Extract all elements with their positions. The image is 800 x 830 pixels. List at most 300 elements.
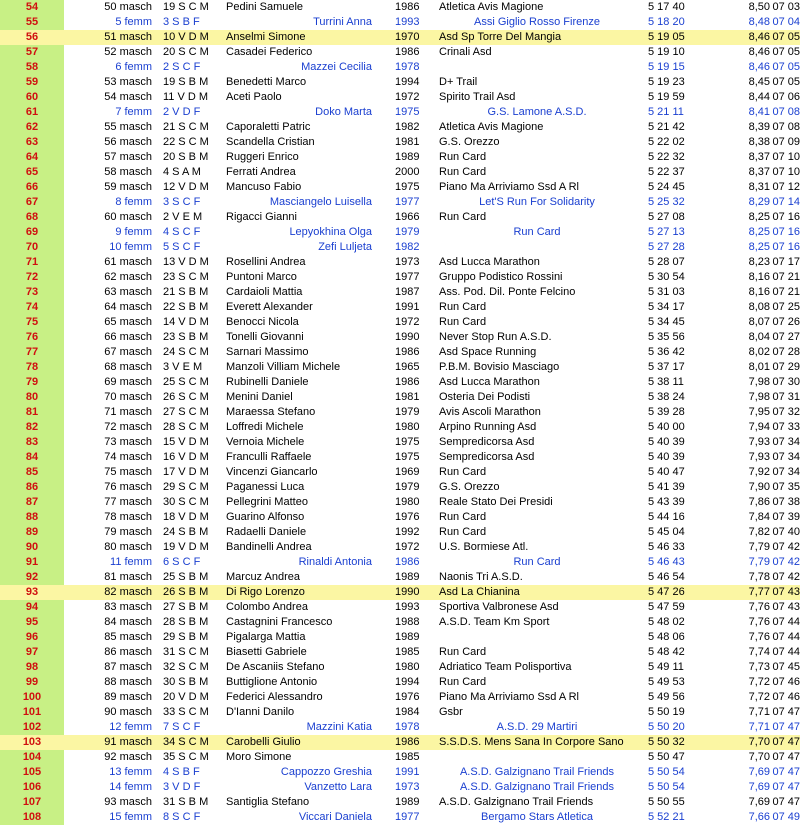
table-row [0,780,800,795]
cell-rank: 72 [0,270,64,285]
cell-time: 5 31 03 [648,286,685,298]
cell-rank: 93 [0,585,64,600]
cell-speed: 7,93 [748,451,770,463]
cell-rank: 66 [0,180,64,195]
cell-pos: 68 masch [104,361,152,373]
cell-cat: 19 S B M [163,76,209,88]
cell-cat: 17 V D M [163,466,209,478]
cell-time: 5 40 39 [648,451,685,463]
cell-pace: 07 43 [772,601,800,613]
cell-time: 5 21 42 [648,121,685,133]
cell-speed: 7,78 [748,571,770,583]
cell-pace: 07 05 [772,61,800,73]
cell-time: 5 19 59 [648,91,685,103]
cell-speed: 7,70 [748,751,770,763]
cell-pos: 59 masch [104,181,152,193]
cell-club: G.S. Orezzo [439,481,500,493]
cell-speed: 8,48 [748,16,770,28]
cell-rank: 105 [0,765,64,780]
cell-pace: 07 06 [772,91,800,103]
cell-year: 1977 [395,196,420,208]
cell-club [439,750,635,765]
cell-speed: 7,79 [748,541,770,553]
cell-pace: 07 26 [772,316,800,328]
cell-pace: 07 10 [772,151,800,163]
cell-club: Crinali Asd [439,46,492,58]
cell-rank: 79 [0,375,64,390]
cell-speed: 8,25 [748,211,770,223]
cell-name: Federici Alessandro [226,691,323,703]
cell-club: S.S.D.S. Mens Sana In Corpore Sano [439,736,624,748]
cell-speed: 8,23 [748,256,770,268]
cell-pos: 80 masch [104,541,152,553]
table-row [0,150,800,165]
cell-club: Run Card [439,676,487,688]
cell-pos: 57 masch [104,151,152,163]
cell-speed: 7,90 [748,481,770,493]
table-row [0,600,800,615]
cell-cat: 4 S C F [163,226,201,238]
cell-name: Rubinelli Daniele [226,376,309,388]
cell-pace: 07 47 [772,781,800,793]
cell-pos: 65 masch [104,316,152,328]
cell-name: Anselmi Simone [226,31,306,43]
cell-time: 5 22 02 [648,136,685,148]
cell-time: 5 45 04 [648,526,685,538]
cell-name: Moro Simone [226,751,292,763]
cell-speed: 7,84 [748,511,770,523]
cell-time: 5 40 00 [648,421,685,433]
cell-cat: 20 S B M [163,151,209,163]
cell-pos: 90 masch [104,706,152,718]
cell-pace: 07 47 [772,796,800,808]
cell-name: Rigacci Gianni [226,211,297,223]
cell-speed: 8,29 [748,196,770,208]
cell-cat: 25 S C M [163,376,209,388]
cell-name: Manzoli Villiam Michele [226,361,341,373]
cell-time: 5 49 11 [648,661,684,673]
cell-time: 5 44 16 [648,511,685,523]
cell-pos: 7 femm [115,106,152,118]
table-row [0,525,800,540]
cell-name: Lepyokhina Olga [289,226,372,238]
cell-time: 5 50 54 [648,781,685,793]
cell-club: Ass. Pod. Dil. Ponte Felcino [439,286,576,298]
table-row [0,720,800,735]
cell-pos: 10 femm [109,241,152,253]
cell-year: 1994 [395,76,420,88]
table-row [0,795,800,810]
cell-name: Di Rigo Lorenzo [226,586,305,598]
cell-speed: 8,37 [748,151,770,163]
cell-cat: 2 S C F [163,61,201,73]
cell-club: Asd Lucca Marathon [439,376,540,388]
cell-name: Colombo Andrea [226,601,308,613]
cell-year: 1977 [395,271,420,283]
cell-time: 5 24 45 [648,181,685,193]
cell-club: Gsbr [439,706,463,718]
cell-cat: 26 S B M [163,586,209,598]
cell-year: 1978 [395,61,420,73]
cell-rank: 86 [0,480,64,495]
cell-time: 5 38 11 [648,376,684,388]
cell-cat: 23 S B M [163,331,209,343]
table-row [0,255,800,270]
cell-time: 5 21 11 [648,106,684,118]
cell-name: Caporaletti Patric [226,121,311,133]
cell-rank: 62 [0,120,64,135]
table-row [0,450,800,465]
cell-pos: 85 masch [104,631,152,643]
cell-club: Run Card [439,151,487,163]
cell-rank: 100 [0,690,64,705]
table-row [0,495,800,510]
cell-speed: 7,71 [748,721,770,733]
cell-club: A.S.D. Galzignano Trail Friends [459,781,615,793]
cell-year: 1990 [395,331,420,343]
cell-pace: 07 40 [772,526,800,538]
cell-cat: 31 S B M [163,796,209,808]
cell-pace: 07 38 [772,496,800,508]
cell-rank: 77 [0,345,64,360]
cell-rank: 64 [0,150,64,165]
cell-club: Asd La Chianina [439,586,520,598]
cell-pace: 07 29 [772,361,800,373]
cell-club: Gruppo Podistico Rossini [439,271,563,283]
cell-name: Paganessi Luca [226,481,305,493]
cell-pace: 07 42 [772,571,800,583]
cell-time: 5 37 17 [648,361,685,373]
cell-time: 5 22 37 [648,166,685,178]
cell-club: D+ Trail [439,76,478,88]
cell-cat: 2 V E M [163,211,203,223]
cell-rank: 58 [0,60,64,75]
cell-year: 1978 [395,721,420,733]
cell-pace: 07 03 [772,1,800,13]
cell-speed: 8,02 [748,346,770,358]
cell-speed: 8,39 [748,121,770,133]
cell-pos: 63 masch [104,286,152,298]
cell-pos: 79 masch [104,526,152,538]
cell-name: Rinaldi Antonia [298,556,372,568]
cell-speed: 7,98 [748,391,770,403]
cell-time: 5 30 54 [648,271,685,283]
table-row [0,15,800,30]
cell-club: Bergamo Stars Atletica [481,811,593,823]
cell-pos: 88 masch [104,676,152,688]
cell-pos: 62 masch [104,271,152,283]
cell-club: Piano Ma Arriviamo Ssd A Rl [439,691,580,703]
cell-speed: 8,37 [748,166,770,178]
cell-year: 1984 [395,706,420,718]
cell-year: 1986 [395,1,420,13]
cell-rank: 106 [0,780,64,795]
table-row [0,705,800,720]
cell-pace: 07 30 [772,376,800,388]
table-row [0,120,800,135]
cell-rank: 65 [0,165,64,180]
cell-club: A.S.D. 29 Martiri [496,721,578,733]
cell-time: 5 50 54 [648,766,685,778]
cell-club: Atletica Avis Magione [439,121,544,133]
cell-year: 1972 [395,91,420,103]
cell-pos: 89 masch [104,691,152,703]
table-row [0,765,800,780]
cell-time: 5 36 42 [648,346,685,358]
cell-rank: 102 [0,720,64,735]
cell-name: Radaelli Daniele [226,526,307,538]
cell-speed: 7,94 [748,421,770,433]
cell-pos: 64 masch [104,301,152,313]
table-row [0,300,800,315]
cell-rank: 99 [0,675,64,690]
cell-club: Run Card [439,526,487,538]
cell-speed: 7,76 [748,616,770,628]
cell-pos: 56 masch [104,136,152,148]
table-row [0,345,800,360]
cell-pos: 53 masch [104,76,152,88]
cell-pace: 07 08 [772,121,800,133]
cell-year: 1965 [395,361,420,373]
table-row [0,660,800,675]
table-row [0,675,800,690]
cell-time: 5 50 55 [648,796,685,808]
cell-cat: 2 V D F [163,106,201,118]
table-row [0,405,800,420]
cell-name: Turrini Anna [313,16,372,28]
cell-name: D'Ianni Danilo [226,706,295,718]
cell-time: 5 27 13 [648,226,685,238]
cell-rank: 55 [0,15,64,30]
cell-time: 5 50 32 [648,736,685,748]
cell-speed: 7,70 [748,736,770,748]
cell-rank: 90 [0,540,64,555]
cell-speed: 7,79 [748,556,770,568]
cell-rank: 107 [0,795,64,810]
cell-speed: 7,69 [748,781,770,793]
cell-pace: 07 14 [772,196,800,208]
cell-year: 1980 [395,421,420,433]
cell-cat: 20 V D M [163,691,209,703]
cell-club: Sempredicorsa Asd [439,436,535,448]
cell-time: 5 46 43 [648,556,685,568]
cell-cat: 8 S C F [163,811,201,823]
cell-pace: 07 09 [772,136,800,148]
cell-time: 5 50 19 [648,706,685,718]
cell-name: Puntoni Marco [226,271,297,283]
cell-speed: 8,25 [748,226,770,238]
cell-rank: 60 [0,90,64,105]
cell-pace: 07 46 [772,691,800,703]
cell-rank: 89 [0,525,64,540]
table-row [0,360,800,375]
table-row [0,465,800,480]
cell-time: 5 48 42 [648,646,685,658]
cell-name: Marcuz Andrea [226,571,300,583]
cell-speed: 7,95 [748,406,770,418]
cell-cat: 7 S C F [163,721,201,733]
cell-year: 1992 [395,526,420,538]
cell-pos: 92 masch [104,751,152,763]
cell-name: Scandella Cristian [226,136,315,148]
cell-year: 1986 [395,736,420,748]
cell-name: Viccari Daniela [298,811,372,823]
cell-year: 1975 [395,451,420,463]
cell-name: Pellegrini Matteo [226,496,308,508]
cell-rank: 94 [0,600,64,615]
table-row [0,375,800,390]
cell-speed: 7,73 [748,661,770,673]
cell-year: 1972 [395,541,420,553]
cell-time: 5 40 47 [648,466,685,478]
cell-year: 1972 [395,316,420,328]
cell-cat: 28 S C M [163,421,209,433]
table-row [0,645,800,660]
cell-speed: 8,50 [748,1,770,13]
cell-year: 1986 [395,556,420,568]
cell-speed: 7,98 [748,376,770,388]
cell-cat: 21 S C M [163,121,209,133]
cell-speed: 8,25 [748,241,770,253]
cell-pos: 11 femm [110,556,152,568]
cell-year: 1989 [395,631,420,643]
cell-pace: 07 27 [772,331,800,343]
cell-name: Ruggeri Enrico [226,151,299,163]
cell-cat: 27 S C M [163,406,209,418]
table-row [0,630,800,645]
cell-cat: 14 V D M [163,316,209,328]
table-row [0,315,800,330]
cell-name: Casadei Federico [226,46,313,58]
cell-pos: 73 masch [104,436,152,448]
cell-pace: 07 42 [772,541,800,553]
cell-pace: 07 04 [772,16,800,28]
cell-rank: 108 [0,810,64,825]
cell-time: 5 17 40 [648,1,685,13]
cell-speed: 8,44 [748,91,770,103]
cell-cat: 13 V D M [163,256,209,268]
cell-year: 1993 [395,601,420,613]
cell-time: 5 49 53 [648,676,685,688]
table-row [0,555,800,570]
cell-rank: 74 [0,300,64,315]
cell-name: Masciangelo Luisella [269,196,372,208]
cell-time: 5 41 39 [648,481,685,493]
cell-pos: 13 femm [109,766,152,778]
cell-year: 1982 [395,121,420,133]
cell-year: 1973 [395,256,420,268]
cell-club: P.B.M. Bovisio Masciago [439,361,560,373]
cell-rank: 92 [0,570,64,585]
cell-name: Cardaioli Mattia [226,286,303,298]
cell-rank: 78 [0,360,64,375]
cell-speed: 8,31 [748,181,770,193]
cell-rank: 84 [0,450,64,465]
cell-pos: 55 masch [104,121,152,133]
cell-time: 5 52 21 [648,811,685,823]
cell-cat: 10 V D M [163,31,209,43]
cell-speed: 8,07 [748,316,770,328]
cell-cat: 34 S C M [163,736,209,748]
cell-club [439,630,635,645]
table-row [0,210,800,225]
cell-cat: 18 V D M [163,511,209,523]
cell-year: 1979 [395,406,420,418]
cell-club: Assi Giglio Rosso Firenze [474,16,600,28]
cell-time: 5 22 32 [648,151,685,163]
cell-club: Let'S Run For Solidarity [479,196,595,208]
cell-year: 1979 [395,481,420,493]
cell-time: 5 27 28 [648,241,685,253]
cell-rank: 54 [0,0,64,15]
cell-pace: 07 21 [772,271,800,283]
cell-pos: 61 masch [104,256,152,268]
cell-speed: 8,41 [748,106,770,118]
cell-club: Run Card [513,556,561,568]
cell-pace: 07 32 [772,406,800,418]
cell-name: Pedini Samuele [226,1,304,13]
table-row [0,285,800,300]
table-row [0,0,800,15]
cell-name: Aceti Paolo [226,91,282,103]
cell-rank: 104 [0,750,64,765]
cell-year: 1988 [395,616,420,628]
cell-rank: 85 [0,465,64,480]
cell-cat: 23 S C M [163,271,209,283]
table-row [0,60,800,75]
cell-pace: 07 05 [772,31,800,43]
cell-club: A.S.D. Galzignano Trail Friends [459,766,615,778]
cell-club: Atletica Avis Magione [439,1,544,13]
cell-name: Tonelli Giovanni [226,331,304,343]
cell-time: 5 18 20 [648,16,685,28]
cell-rank: 98 [0,660,64,675]
cell-year: 1994 [395,676,420,688]
cell-speed: 8,46 [748,46,770,58]
table-row [0,750,800,765]
cell-pos: 54 masch [104,91,152,103]
cell-club [439,240,635,255]
cell-pace: 07 47 [772,751,800,763]
cell-pace: 07 16 [772,211,800,223]
table-row [0,435,800,450]
cell-year: 1985 [395,646,420,658]
cell-pace: 07 46 [772,676,800,688]
cell-pos: 51 masch [104,31,152,43]
cell-name: Vanzetto Lara [304,781,372,793]
cell-pos: 91 masch [104,736,152,748]
table-row [0,480,800,495]
cell-time: 5 27 08 [648,211,685,223]
cell-year: 1973 [395,781,420,793]
cell-speed: 7,86 [748,496,770,508]
cell-speed: 8,16 [748,271,770,283]
cell-cat: 20 S C M [163,46,209,58]
cell-club: Run Card [439,301,487,313]
cell-pos: 50 masch [104,1,152,13]
cell-club: Run Card [513,226,561,238]
cell-name: Mancuso Fabio [226,181,302,193]
cell-name: Castagnini Francesco [226,616,333,628]
cell-club: Run Card [439,466,487,478]
table-row [0,165,800,180]
cell-cat: 30 S C M [163,496,209,508]
cell-cat: 33 S C M [163,706,209,718]
cell-year: 1969 [395,466,420,478]
cell-year: 1987 [395,286,420,298]
cell-club: Sportiva Valbronese Asd [439,601,559,613]
table-row [0,90,800,105]
